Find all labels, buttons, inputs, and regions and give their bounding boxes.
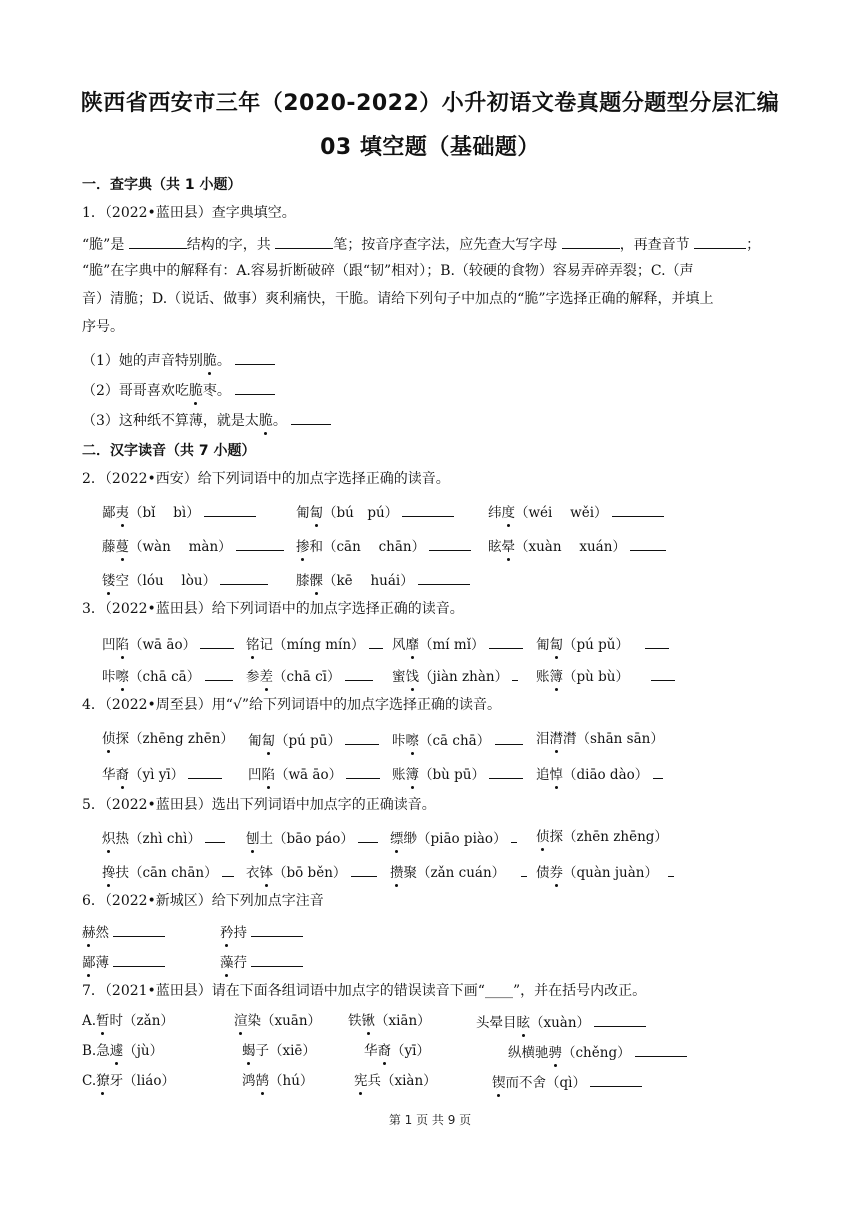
q7-word: 铁锹（xiān）: [348, 1013, 431, 1029]
q4-word: 泪潸潸（shān sān）: [536, 731, 664, 747]
q2-word: 膝髁（kē huái）: [296, 570, 470, 590]
q4-word: 咔嚓（cā chā）: [392, 730, 523, 750]
answer-blank[interactable]: [205, 666, 233, 681]
answer-blank[interactable]: [512, 666, 518, 681]
q5-word: 搀扶（cān chān）: [102, 862, 234, 882]
q7-word: A.暂时（zǎn）: [82, 1013, 174, 1029]
answer-blank[interactable]: [635, 1042, 687, 1057]
answer-blank[interactable]: [222, 862, 234, 877]
q3-word: 咔嚓（chā cā）: [102, 666, 233, 686]
q2-word: 掺和（cān chān）: [296, 536, 471, 556]
q5-word: 侦探（zhēn zhēng）: [536, 829, 668, 845]
q4-word: 匍匐（pú pū）: [248, 730, 379, 750]
q5-word: 缥缈（piāo piào）: [390, 828, 517, 848]
question-5-stem: 5．（2022•蓝田县）选出下列词语中加点字的正确读音。: [82, 797, 436, 813]
answer-blank[interactable]: [489, 634, 523, 649]
answer-blank[interactable]: [345, 666, 373, 681]
question-2-stem: 2．（2022•西安）给下列词语中的加点字选择正确的读音。: [82, 471, 450, 487]
q5-word: 衣钵（bō běn）: [246, 862, 377, 882]
q3-word: 参差（chā cī）: [246, 666, 373, 686]
q3-word: 凹陷（wā āo）: [102, 634, 234, 654]
answer-blank[interactable]: [630, 536, 666, 551]
answer-blank[interactable]: [251, 922, 303, 937]
q3-word: 蜜饯（jiàn zhàn）: [392, 666, 518, 686]
question-1-definitions-line2: 音）清脆；D.（说话、做事）爽利痛快，干脆。请给下列句子中加点的“脆”字选择正确的解释，并填上: [82, 291, 714, 307]
q4-word: 账簿（bù pū）: [392, 764, 523, 784]
q7-word: 鸿鹄（hú）: [242, 1073, 314, 1089]
q3-word: 铭记（míng mín）: [246, 634, 383, 654]
answer-blank[interactable]: [205, 828, 225, 843]
answer-blank[interactable]: [345, 730, 379, 745]
q7-word: B.急遽（jù）: [82, 1043, 164, 1059]
question-1-fill-line: “脆”是 结构的字，共 笔；按音序查字法，应先查大写字母 ，再查音节 ；: [82, 234, 760, 254]
q3-word: 账簿（pù bù）: [536, 666, 675, 686]
q2-word: 匍匐（bú pú）: [296, 502, 454, 522]
answer-blank[interactable]: [594, 1012, 646, 1027]
q4-word: 华裔（yì yī）: [102, 764, 222, 784]
q2-word: 眩晕（xuàn xuán）: [488, 536, 666, 556]
answer-blank[interactable]: [204, 502, 256, 517]
q7-word: 渲染（xuān）: [234, 1013, 322, 1029]
q7-word: 纵横驰骋（chěng）: [508, 1042, 687, 1062]
answer-blank[interactable]: [651, 666, 675, 681]
q7-word: 华裔（yī）: [364, 1043, 430, 1059]
answer-blank[interactable]: [113, 952, 165, 967]
question-4-stem: 4．（2022•周至县）用“√”给下列词语中的加点字选择正确的读音。: [82, 697, 502, 713]
answer-blank[interactable]: [590, 1072, 642, 1087]
answer-blank[interactable]: [612, 502, 664, 517]
answer-blank[interactable]: [251, 952, 303, 967]
answer-blank[interactable]: [495, 730, 523, 745]
q6-word: 赫然: [82, 922, 165, 942]
question-1-definitions-line3: 序号。: [82, 319, 124, 335]
answer-blank[interactable]: [200, 634, 234, 649]
answer-blank[interactable]: [511, 828, 517, 843]
q3-word: 匍匐（pú pǔ）: [536, 634, 669, 654]
question-1-definitions-line1: “脆”在字典中的解释有：A.容易折断破碎（跟“韧”相对）；B.（较硬的食物）容易弄碎弄裂；C.（声: [82, 263, 694, 279]
answer-blank[interactable]: [668, 862, 674, 877]
answer-blank[interactable]: [645, 634, 669, 649]
answer-blank[interactable]: [275, 234, 333, 249]
answer-blank[interactable]: [346, 764, 380, 779]
question-1-sentence-3: （3）这种纸不算薄，就是太脆。: [82, 410, 331, 430]
q7-word: 头晕目眩（xuàn）: [476, 1012, 646, 1032]
answer-blank[interactable]: [235, 350, 275, 365]
question-6-stem: 6．（2022•新城区）给下列加点字注音: [82, 893, 324, 909]
q2-word: 藤蔓（wàn màn）: [102, 536, 284, 556]
document-subtitle: 03 填空题（基础题）: [320, 135, 540, 160]
q7-word: C.獠牙（liáo）: [82, 1073, 175, 1089]
question-1-stem: 1．（2022•蓝田县）查字典填空。: [82, 205, 296, 221]
q4-word: 追悼（diāo dào）: [536, 764, 663, 784]
answer-blank[interactable]: [653, 764, 663, 779]
q6-word: 藻荇: [220, 952, 303, 972]
answer-blank[interactable]: [291, 410, 331, 425]
q3-word: 风靡（mí mǐ）: [392, 634, 523, 654]
q7-word: 宪兵（xiàn）: [354, 1073, 437, 1089]
q4-word: 侦探（zhēng zhēn）: [102, 731, 234, 747]
q5-word: 刨土（bāo páo）: [246, 828, 378, 848]
section-heading-dictionary: 一．查字典（共 1 小题）: [82, 177, 242, 193]
answer-blank[interactable]: [418, 570, 470, 585]
answer-blank[interactable]: [694, 234, 746, 249]
answer-blank[interactable]: [220, 570, 268, 585]
q5-word: 债券（quàn juàn）: [536, 862, 674, 882]
question-3-stem: 3．（2022•蓝田县）给下列词语中的加点字选择正确的读音。: [82, 601, 464, 617]
q5-word: 攒聚（zǎn cuán）: [390, 862, 527, 882]
q2-word: 鄙夷（bǐ bì）: [102, 502, 256, 522]
answer-blank[interactable]: [236, 536, 284, 551]
document-title: 陕西省西安市三年（2020-2022）小升初语文卷真题分题型分层汇编: [80, 91, 780, 116]
answer-blank[interactable]: [113, 922, 165, 937]
question-1-sentence-1: （1）她的声音特别脆。: [82, 350, 275, 370]
answer-blank[interactable]: [369, 634, 383, 649]
answer-blank[interactable]: [129, 234, 187, 249]
answer-blank[interactable]: [351, 862, 377, 877]
q2-word: 纬度（wéi wěi）: [488, 502, 664, 522]
q6-word: 矜持: [220, 922, 303, 942]
q7-word: 锲而不舍（qì）: [492, 1072, 642, 1092]
q7-word: 蝎子（xiē）: [242, 1043, 316, 1059]
q5-word: 炽热（zhì chì）: [102, 828, 225, 848]
answer-blank[interactable]: [562, 234, 620, 249]
answer-blank[interactable]: [402, 502, 454, 517]
page-footer: 第 1 页 共 9 页: [388, 1113, 472, 1127]
answer-blank[interactable]: [358, 828, 378, 843]
q6-word: 鄙薄: [82, 952, 165, 972]
section-heading-pronunciation: 二．汉字读音（共 7 小题）: [82, 443, 256, 459]
answer-blank[interactable]: [489, 764, 523, 779]
answer-blank[interactable]: [429, 536, 471, 551]
answer-blank[interactable]: [521, 862, 527, 877]
q2-word: 镂空（lóu lòu）: [102, 570, 268, 590]
question-7-stem: 7．（2021•蓝田县）请在下面各组词语中加点字的错误读音下画“____”，并在括号内改正。: [82, 983, 647, 999]
answer-blank[interactable]: [188, 764, 222, 779]
answer-blank[interactable]: [235, 380, 275, 395]
question-1-sentence-2: （2）哥哥喜欢吃脆枣。: [82, 380, 275, 400]
q4-word: 凹陷（wā āo）: [248, 764, 380, 784]
